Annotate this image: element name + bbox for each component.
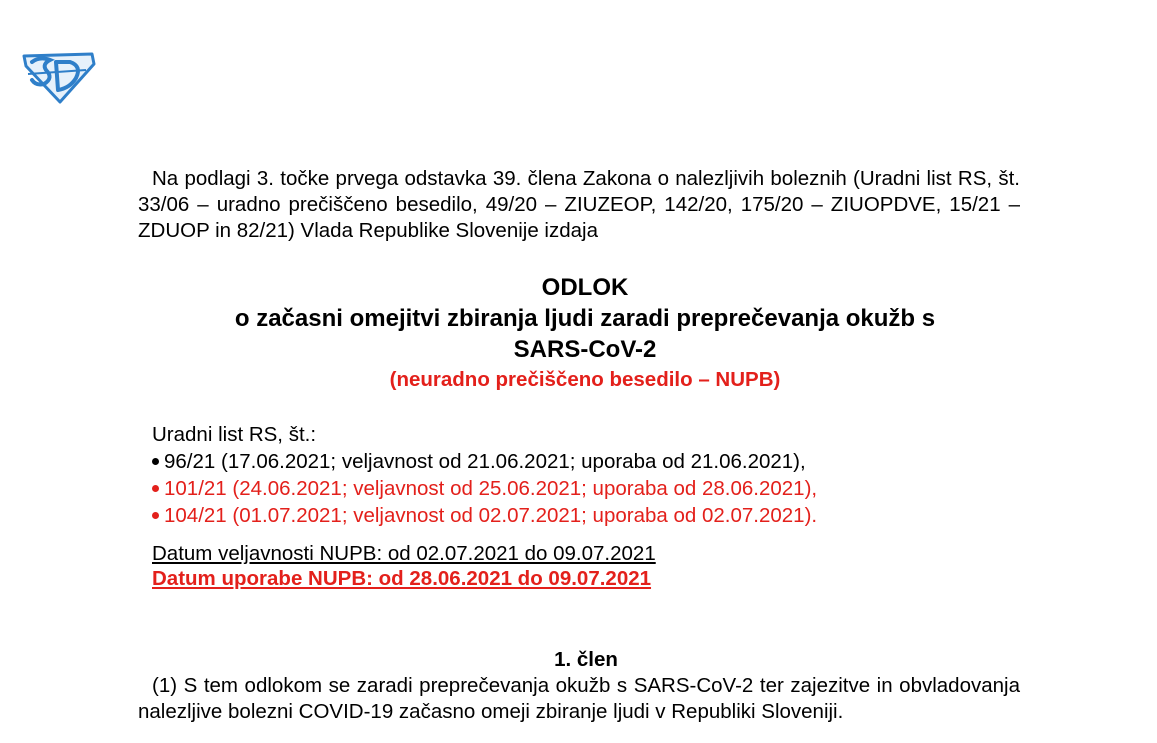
- bullet-icon: [152, 512, 159, 519]
- gazette-entry-text: 96/21 (17.06.2021; veljavnost od 21.06.2021; uporaba od 21.06.2021),: [164, 450, 806, 473]
- document-title: [0, 272, 1157, 395]
- bullet-icon: [152, 458, 159, 465]
- gazette-entry-text: 101/21 (24.06.2021; veljavnost od 25.06.2021; uporaba od 28.06.2021),: [164, 477, 818, 500]
- gazette-list: [152, 448, 1052, 529]
- bullet-icon: [152, 485, 159, 492]
- gazette-heading: Uradni list RS, št.:: [152, 423, 317, 446]
- article-title: 1. člen: [554, 648, 618, 671]
- gazette-references: [152, 421, 1052, 529]
- usage-date: Datum uporabe NUPB: od 28.06.2021 do 09.07.2021: [152, 567, 652, 590]
- gazette-entry: [152, 448, 1052, 475]
- validity-date: Datum veljavnosti NUPB: od 02.07.2021 do 09.07.2021: [152, 542, 656, 565]
- title-subtitle-line2: SARS-CoV-2: [513, 336, 657, 363]
- article-paragraph: (1) S tem odlokom se zaradi preprečevanja okužb s SARS-CoV-2 ter zajezitve in obvladovanja nalezljive bolezni COVID-19 začasno omeji zbiranje ljudi v Republiki Sloveniji.: [138, 674, 1020, 723]
- title-note: (neuradno prečiščeno besedilo – NUPB): [389, 368, 781, 391]
- gazette-entry-text: 104/21 (01.07.2021; veljavnost od 02.07.2021; uporaba od 02.07.2021).: [164, 504, 818, 527]
- title-main: ODLOK: [541, 274, 629, 301]
- shield-logo-icon: [20, 48, 96, 104]
- gazette-entry: [152, 502, 1052, 529]
- preamble-text: Na podlagi 3. točke prvega odstavka 39. člena Zakona o nalezljivih boleznih (Uradni list RS, št. 33/06 – uradno prečiščeno besedilo, 49/20 – ZIUZEOP, 142/20, 175/20 – ZIUOPDVE, 15/21 – ZDUOP in 82/21) Vlada Republike Slovenije izdaja: [138, 167, 1020, 242]
- title-subtitle-line1: o začasni omejitvi zbiranja ljudi zaradi preprečevanja okužb s: [234, 305, 936, 332]
- gazette-entry: [152, 475, 1052, 502]
